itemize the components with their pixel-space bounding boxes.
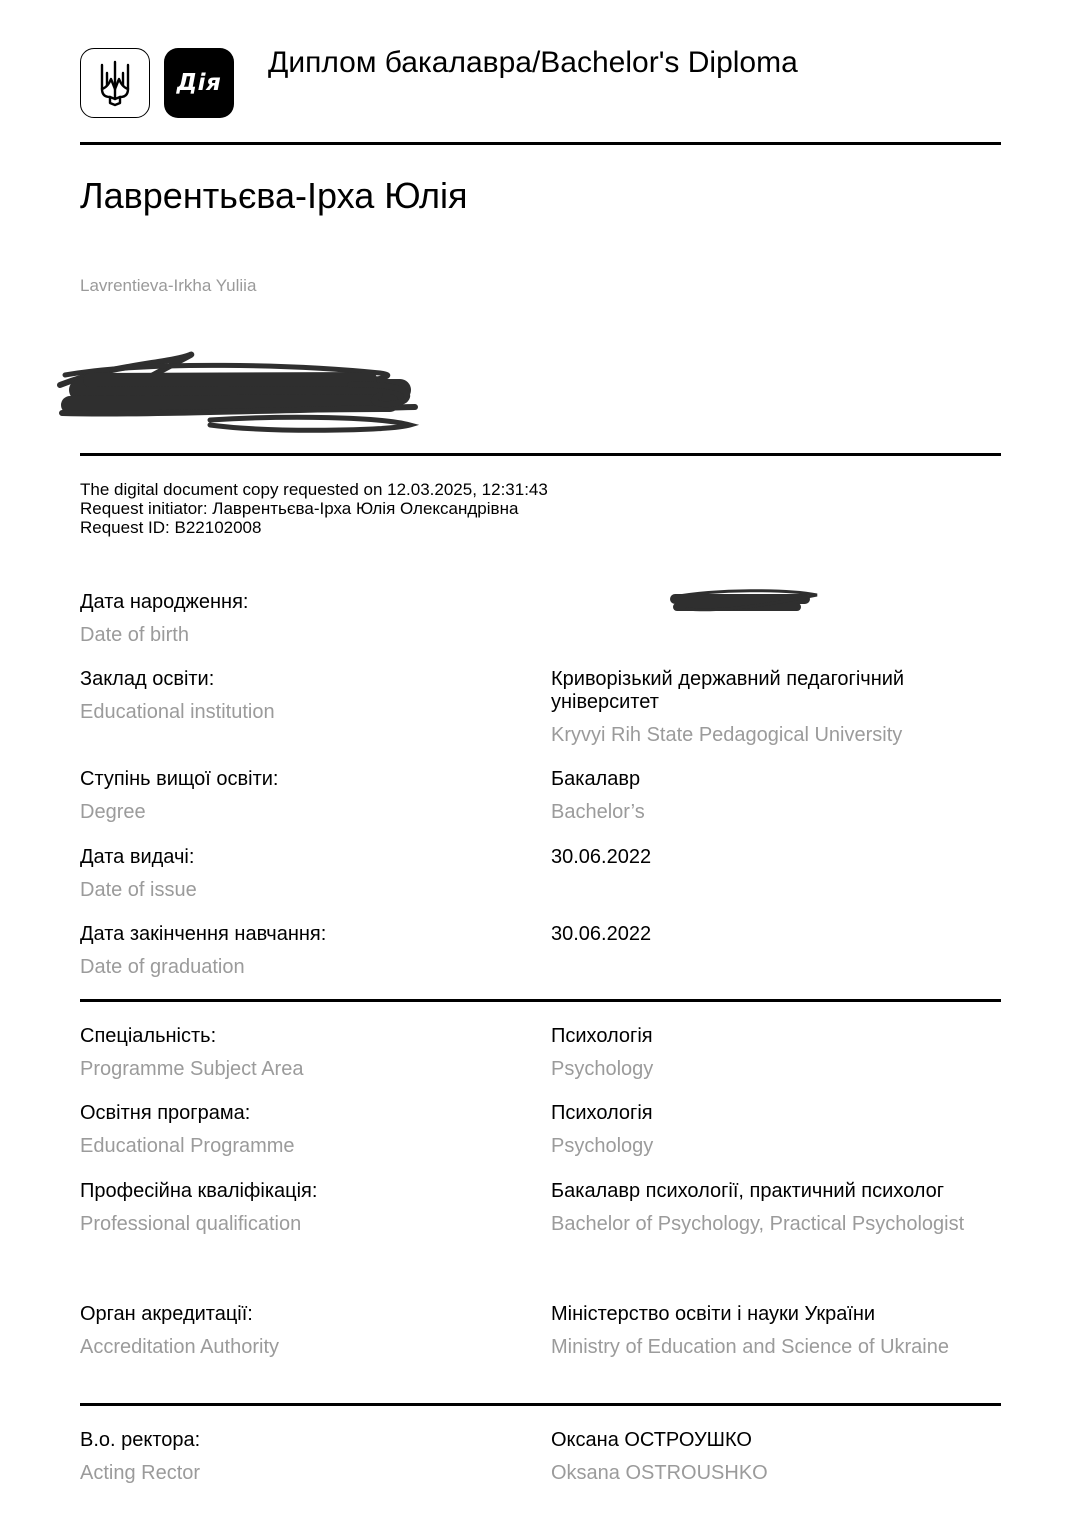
field-label-ua: В.о. ректора: <box>80 1429 201 1451</box>
field-value-ua: Психологія <box>551 1102 653 1124</box>
section-divider-2 <box>80 999 1001 1002</box>
field-label-en: Accreditation Authority <box>80 1336 279 1358</box>
field-label-ua: Заклад освіти: <box>80 668 215 690</box>
section-divider-1 <box>80 453 1001 456</box>
field-label-ua: Освітня програма: <box>80 1102 251 1124</box>
request-initiator-line: Request initiator: Лаврентьєва-Ірха Юлія Олександрівна <box>80 499 519 518</box>
field-label-ua: Спеціальність: <box>80 1025 217 1047</box>
field-value-ua: Бакалавр <box>551 768 641 790</box>
field-value: 30.06.2022 <box>551 923 652 945</box>
field-label-ua: Дата народження: <box>80 591 249 613</box>
field-label-en: Educational institution <box>80 701 275 723</box>
field-value: 30.06.2022 <box>551 846 652 868</box>
request-date-line: The digital document copy requested on 12.03.2025, 12:31:43 <box>80 480 548 499</box>
field-label-en: Date of birth <box>80 624 189 646</box>
request-id-line: Request ID: B22102008 <box>80 518 262 537</box>
field-value-en: Oksana OSTROUSHKO <box>551 1462 768 1484</box>
field-label-ua: Професійна кваліфікація: <box>80 1180 318 1202</box>
diia-app-logo <box>164 48 234 118</box>
ukraine-trident-icon <box>98 59 132 107</box>
field-value-en: Psychology <box>551 1058 654 1080</box>
field-label-en: Date of issue <box>80 879 197 901</box>
redaction-scribble <box>50 345 430 440</box>
field-value-en: Ministry of Education and Science of Ukraine <box>551 1336 949 1358</box>
ukraine-emblem-logo <box>80 48 150 118</box>
birthdate-redaction-scribble <box>522 585 972 621</box>
field-label-en: Professional qualification <box>80 1213 302 1235</box>
holder-name-en: Lavrentieva-Irkha Yuliia <box>80 276 257 295</box>
header-divider <box>80 142 1001 145</box>
field-label-ua: Дата закінчення навчання: <box>80 923 327 945</box>
field-label-en: Programme Subject Area <box>80 1058 304 1080</box>
holder-name-ua: Лаврентьєва-Ірха Юлія <box>80 175 468 216</box>
field-label-ua: Дата видачі: <box>80 846 195 868</box>
field-value-ua: Оксана ОСТРОУШКО <box>551 1429 752 1451</box>
field-label-en: Acting Rector <box>80 1462 201 1484</box>
field-value-ua: Криворізький державний педагогічний університет <box>551 668 905 713</box>
field-label-ua: Орган акредитації: <box>80 1303 253 1325</box>
field-label-en: Degree <box>80 801 146 823</box>
diia-logo-text: Дія <box>176 70 222 96</box>
section-divider-3 <box>80 1403 1001 1406</box>
field-label-en: Date of graduation <box>80 956 245 978</box>
field-label-ua: Ступінь вищої освіти: <box>80 768 279 790</box>
field-value-ua: Психологія <box>551 1025 653 1047</box>
document-title: Диплом бакалавра/Bachelor's Diploma <box>268 46 798 79</box>
field-value-en: Kryvyi Rih State Pedagogical University <box>551 724 903 746</box>
request-info <box>80 480 548 537</box>
field-value-en: Bachelor of Psychology, Practical Psychologist <box>551 1213 965 1235</box>
field-label-en: Educational Programme <box>80 1135 295 1157</box>
field-value-en: Bachelor’s <box>551 801 645 823</box>
field-value-en: Psychology <box>551 1135 654 1157</box>
field-value-ua: Бакалавр психології, практичний психолог <box>551 1180 945 1202</box>
field-value-ua: Міністерство освіти і науки України <box>551 1303 876 1325</box>
